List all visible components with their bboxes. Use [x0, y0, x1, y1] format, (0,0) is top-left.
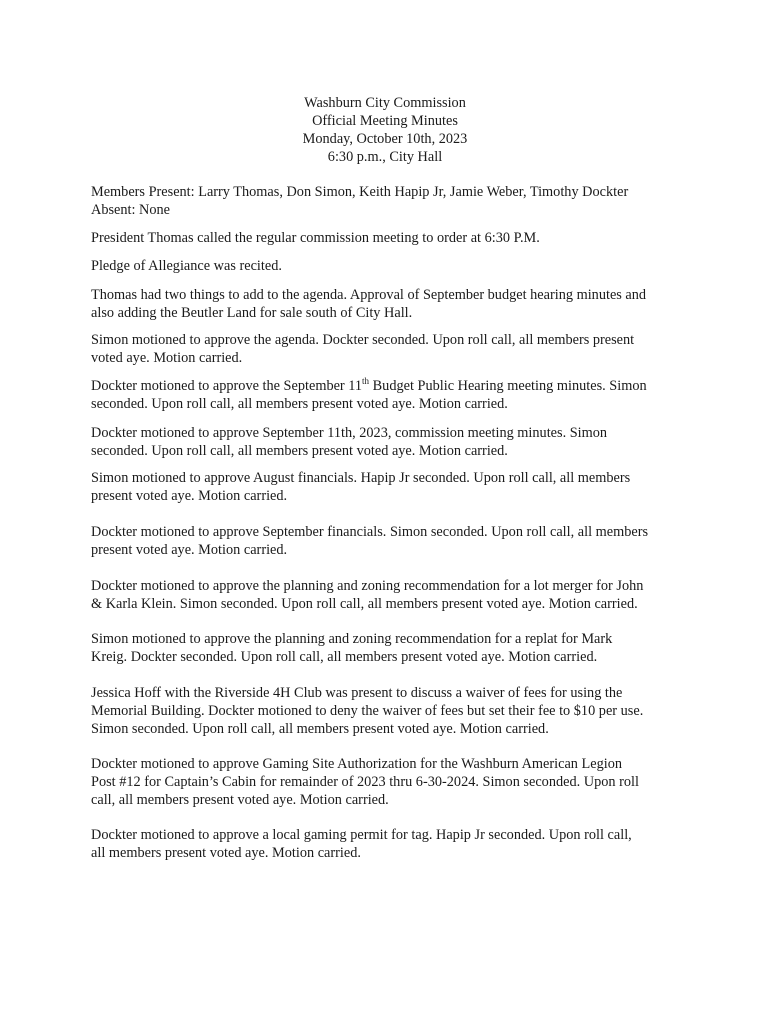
document-title: Official Meeting Minutes: [312, 113, 458, 129]
paragraph-line: Kreig. Dockter seconded. Upon roll call, all members present voted aye. Motion carried.: [91, 649, 598, 665]
meeting-time-location: 6:30 p.m., City Hall: [327, 149, 443, 165]
budget-hearing-paragraph: [91, 377, 691, 413]
paragraph-line: Dockter motioned to approve Gaming Site Authorization for the Washburn American Legion: [91, 756, 623, 772]
paragraph-line: all members present voted aye. Motion carried.: [91, 845, 361, 861]
september-minutes-paragraph: [91, 424, 691, 460]
members-absent: Absent: None: [91, 202, 171, 218]
budget-hearing-text-end: Budget Public Hearing meeting minutes. Simon: [369, 378, 647, 394]
paragraph-line: Simon motioned to approve August financials. Hapip Jr seconded. Upon roll call, all members: [91, 470, 631, 486]
lot-merger-paragraph: [91, 577, 691, 613]
paragraph-line: Post #12 for Captain’s Cabin for remainder of 2023 thru 6-30-2024. Simon seconded. Upon roll: [91, 774, 639, 790]
agenda-additions-paragraph: [91, 286, 691, 322]
paragraph-line: Simon motioned to approve the planning and zoning recommendation for a replat for Mark: [91, 631, 613, 647]
call-to-order-paragraph: [91, 229, 691, 247]
paragraph-line: Memorial Building. Dockter motioned to deny the waiver of fees but set their fee to $10 per use.: [91, 703, 644, 719]
meeting-date: Monday, October 10th, 2023: [302, 131, 468, 147]
paragraph-line: Dockter motioned to approve a local gaming permit for tag. Hapip Jr seconded. Upon roll call,: [91, 827, 632, 843]
paragraph-line: present voted aye. Motion carried.: [91, 488, 288, 504]
paragraph-line: Simon seconded. Upon roll call, all members present voted aye. Motion carried.: [91, 721, 549, 737]
gaming-site-paragraph: [91, 755, 691, 809]
paragraph-line: also adding the Beutler Land for sale south of City Hall.: [91, 305, 413, 321]
budget-hearing-text-start: Dockter motioned to approve the September 11: [91, 378, 363, 394]
agenda-approval-paragraph: [91, 331, 691, 367]
paragraph-line: seconded. Upon roll call, all members present voted aye. Motion carried.: [91, 396, 508, 412]
gaming-permit-paragraph: [91, 826, 691, 862]
paragraph-line: Dockter motioned to approve September financials. Simon seconded. Upon roll call, all members: [91, 524, 649, 540]
pledge-paragraph: [91, 257, 691, 275]
commission-name: Washburn City Commission: [304, 95, 466, 111]
paragraph-line: seconded. Upon roll call, all members present voted aye. Motion carried.: [91, 443, 508, 459]
replat-paragraph: [91, 630, 691, 666]
paragraph-line: Simon motioned to approve the agenda. Dockter seconded. Upon roll call, all members present: [91, 332, 635, 348]
august-financials-paragraph: [91, 469, 691, 505]
paragraph-line: Dockter motioned to approve September 11th, 2023, commission meeting minutes. Simon: [91, 425, 608, 441]
paragraph-line: Pledge of Allegiance was recited.: [91, 258, 282, 274]
document-header: [0, 94, 770, 166]
paragraph-line: & Karla Klein. Simon seconded. Upon roll call, all members present voted aye. Motion carried.: [91, 596, 638, 612]
members-present: Members Present: Larry Thomas, Don Simon, Keith Hapip Jr, Jamie Weber, Timothy Dockter: [91, 184, 629, 200]
ordinal-suffix: th: [362, 376, 370, 387]
paragraph-line: Thomas had two things to add to the agenda. Approval of September budget hearing minutes and: [91, 287, 647, 303]
paragraph-line: Jessica Hoff with the Riverside 4H Club was present to discuss a waiver of fees for using the: [91, 685, 623, 701]
paragraph-line: present voted aye. Motion carried.: [91, 542, 288, 558]
paragraph-line: [91, 377, 691, 395]
riverside-4h-paragraph: [91, 684, 691, 738]
paragraph-line: voted aye. Motion carried.: [91, 350, 243, 366]
paragraph-line: President Thomas called the regular commission meeting to order at 6:30 P.M.: [91, 230, 540, 246]
september-financials-paragraph: [91, 523, 691, 559]
paragraph-line: Dockter motioned to approve the planning and zoning recommendation for a lot merger for John: [91, 578, 644, 594]
attendance-paragraph: [91, 183, 691, 219]
paragraph-line: call, all members present voted aye. Motion carried.: [91, 792, 389, 808]
